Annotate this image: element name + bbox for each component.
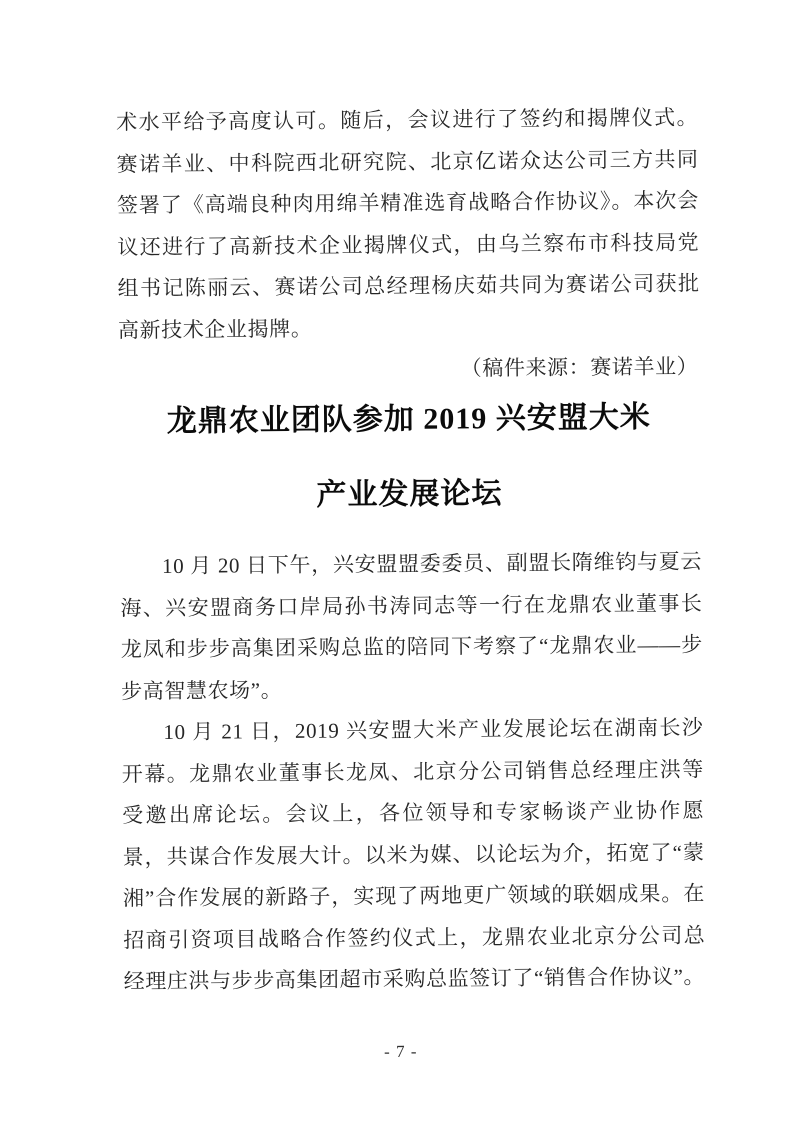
article-paragraph-2: 10 月 21 日，2019 兴安盟大米产业发展论坛在湖南长沙开幕。龙鼎农业董事长龙凤、北京分公司销售总经理庄洪等受邀出席论坛。会议上，各位领导和专家畅谈产业协作愿景，共谋合作发展大计。以米为媒、以论坛为介，拓宽了“蒙湘”合作发展的新路子，实现了两地更广领域的联姻成果。在招商引资项目战略合作签约仪式上，龙鼎农业北京分公司总经理庄洪与步步高集团超市采购总监签订了“销售合作协议”。 bbox=[121, 715, 706, 994]
article-title-line2: 产业发展论坛 bbox=[316, 477, 503, 512]
previous-article-continuation-paragraph: 术水平给予高度认可。随后，会议进行了签约和揭牌仪式。赛诺羊业、中科院西北研究院、北京亿诺众达公司三方共同签署了《高端良种肉用绵羊精准选育战略合作协议》。本次会议还进行了高新技术企业揭牌仪式，由乌兰察布市科技局党组书记陈丽云、赛诺公司总经理杨庆茹共同为赛诺公司获批高新技术企业揭牌。 bbox=[116, 105, 700, 342]
article-paragraph-1: 10 月 20 日下午，兴安盟盟委委员、副盟长隋维钧与夏云海、兴安盟商务口岸局孙书涛同志等一行在龙鼎农业董事长龙凤和步步高集团采购总监的陪同下考察了“龙鼎农业——步步高智慧农场”。 bbox=[120, 549, 703, 703]
current-article-body bbox=[120, 541, 706, 1003]
article-title bbox=[108, 379, 709, 534]
source-note: （稿件来源：赛诺羊业） bbox=[460, 354, 699, 381]
previous-article-section bbox=[116, 97, 701, 393]
article-title-line1: 龙鼎农业团队参加 2019 兴安盟大米 bbox=[166, 400, 651, 438]
page-number: - 7 - bbox=[384, 1041, 418, 1062]
